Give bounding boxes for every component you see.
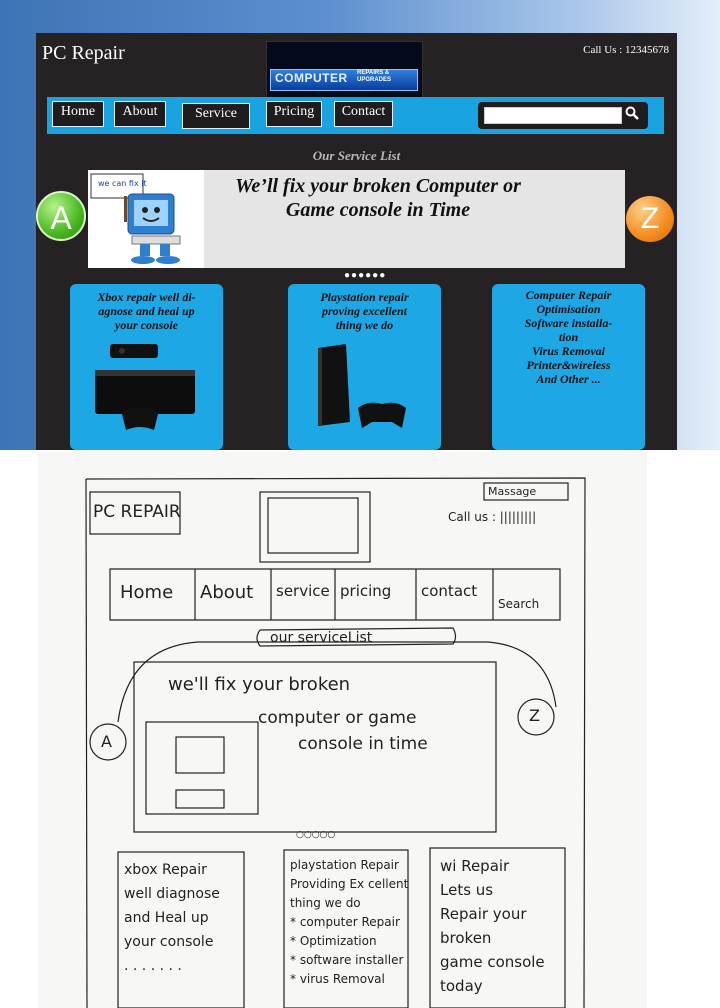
nav-about[interactable]: About bbox=[114, 101, 166, 127]
sketch-card-line: Providing Ex cellent bbox=[290, 877, 409, 891]
sketch-prev-button[interactable]: A bbox=[101, 732, 112, 751]
sketch-call-us: Call us : ||||||||| bbox=[448, 510, 537, 524]
sketch-nav-service[interactable]: service bbox=[276, 582, 330, 600]
sketch-brand: PC REPAIR bbox=[93, 502, 181, 522]
sketch-search[interactable]: Search bbox=[498, 597, 540, 611]
computer-mascot-image bbox=[88, 170, 204, 268]
nav-bar bbox=[47, 97, 664, 134]
nav-pricing[interactable]: Pricing bbox=[266, 101, 322, 127]
site-brand[interactable]: PC Repair bbox=[42, 42, 125, 64]
playstation-image bbox=[288, 342, 441, 442]
site-logo[interactable] bbox=[266, 41, 423, 99]
sketch-nav-contact[interactable]: contact bbox=[421, 582, 478, 600]
sketch-service-title: our serviceList bbox=[270, 630, 373, 646]
service-list-title: Our Service List bbox=[312, 148, 401, 163]
magnifier-icon bbox=[625, 106, 639, 120]
slide-headline: We’ll fix your broken Computer or Game console in Time bbox=[235, 175, 521, 221]
sketch-slider-dots[interactable]: ○○○○○ bbox=[296, 830, 336, 840]
sketch-card-line: thing we do bbox=[290, 896, 361, 910]
nav-contact[interactable]: Contact bbox=[334, 101, 393, 127]
service-card-playstation[interactable] bbox=[288, 284, 441, 450]
sketch-message-button[interactable]: Massage bbox=[488, 485, 537, 498]
sketch-card-line: . . . . . . . bbox=[124, 958, 182, 974]
sketch-card-line: your console bbox=[124, 934, 214, 950]
card-text: Computer Repair Optimisation Software installa- tion Virus Removal Printer&wireless And Other ... bbox=[524, 288, 613, 386]
website-mockup bbox=[36, 33, 677, 450]
sketch-card-line: well diagnose bbox=[124, 886, 220, 902]
card-text: Xbox repair well di- agnose and heal up your console bbox=[97, 290, 196, 332]
hero-slide bbox=[88, 170, 625, 268]
sketch-slide-text-1: we'll fix your broken bbox=[168, 674, 351, 695]
logo-banner bbox=[270, 69, 418, 91]
call-us-text: Call Us : 12345678 bbox=[583, 44, 669, 56]
wireframe-sketch bbox=[38, 452, 647, 1008]
sketch-slide-text-2: computer or game bbox=[258, 708, 417, 728]
sketch-card-line: xbox Repair bbox=[124, 862, 207, 878]
search-box bbox=[478, 102, 648, 129]
sketch-card-line: * Optimization bbox=[290, 934, 377, 948]
sketch-card-line: game console bbox=[440, 953, 545, 971]
slider-dots[interactable]: ●●●●●● bbox=[344, 270, 387, 281]
service-card-computer[interactable] bbox=[492, 284, 645, 450]
logo-text-main: COMPUTER bbox=[275, 71, 348, 85]
search-button[interactable] bbox=[622, 106, 642, 124]
card-text: Playstation repair proving excellent thing we do bbox=[320, 290, 409, 332]
search-input[interactable] bbox=[484, 107, 622, 124]
sketch-card-line: today bbox=[440, 977, 483, 995]
sketch-nav-home[interactable]: Home bbox=[120, 582, 174, 603]
sketch-card-line: * computer Repair bbox=[290, 915, 400, 929]
xbox-image bbox=[70, 342, 223, 442]
sketch-card-computer[interactable] bbox=[440, 854, 545, 998]
service-card-xbox[interactable] bbox=[70, 284, 223, 450]
sketch-nav-about[interactable]: About bbox=[200, 582, 254, 603]
nav-service[interactable]: Service bbox=[182, 103, 250, 129]
sketch-card-line: broken bbox=[440, 929, 492, 947]
sketch-card-line: * virus Removal bbox=[290, 972, 385, 986]
sketch-card-line: playstation Repair bbox=[290, 858, 399, 872]
sketch-card-line: Repair your bbox=[440, 905, 527, 923]
sketch-card-playstation[interactable] bbox=[290, 856, 408, 989]
sketch-nav-pricing[interactable]: pricing bbox=[340, 582, 392, 600]
sketch-card-xbox[interactable] bbox=[124, 858, 220, 978]
nav-home[interactable]: Home bbox=[52, 101, 104, 127]
slider-prev-button[interactable]: A bbox=[36, 191, 86, 241]
sketch-card-line: Lets us bbox=[440, 881, 494, 899]
slider-next-button[interactable]: Z bbox=[626, 196, 674, 242]
mascot-sign-text: we can fix it bbox=[98, 179, 147, 188]
sketch-card-line: * software installer bbox=[290, 953, 404, 967]
sketch-card-line: and Heal up bbox=[124, 910, 209, 926]
sketch-next-button[interactable]: Z bbox=[529, 706, 540, 725]
logo-text-side: REPAIRS & UPGRADES bbox=[357, 70, 392, 83]
sketch-slide-text-3: console in time bbox=[298, 734, 428, 754]
sketch-card-line: wi Repair bbox=[440, 857, 510, 875]
